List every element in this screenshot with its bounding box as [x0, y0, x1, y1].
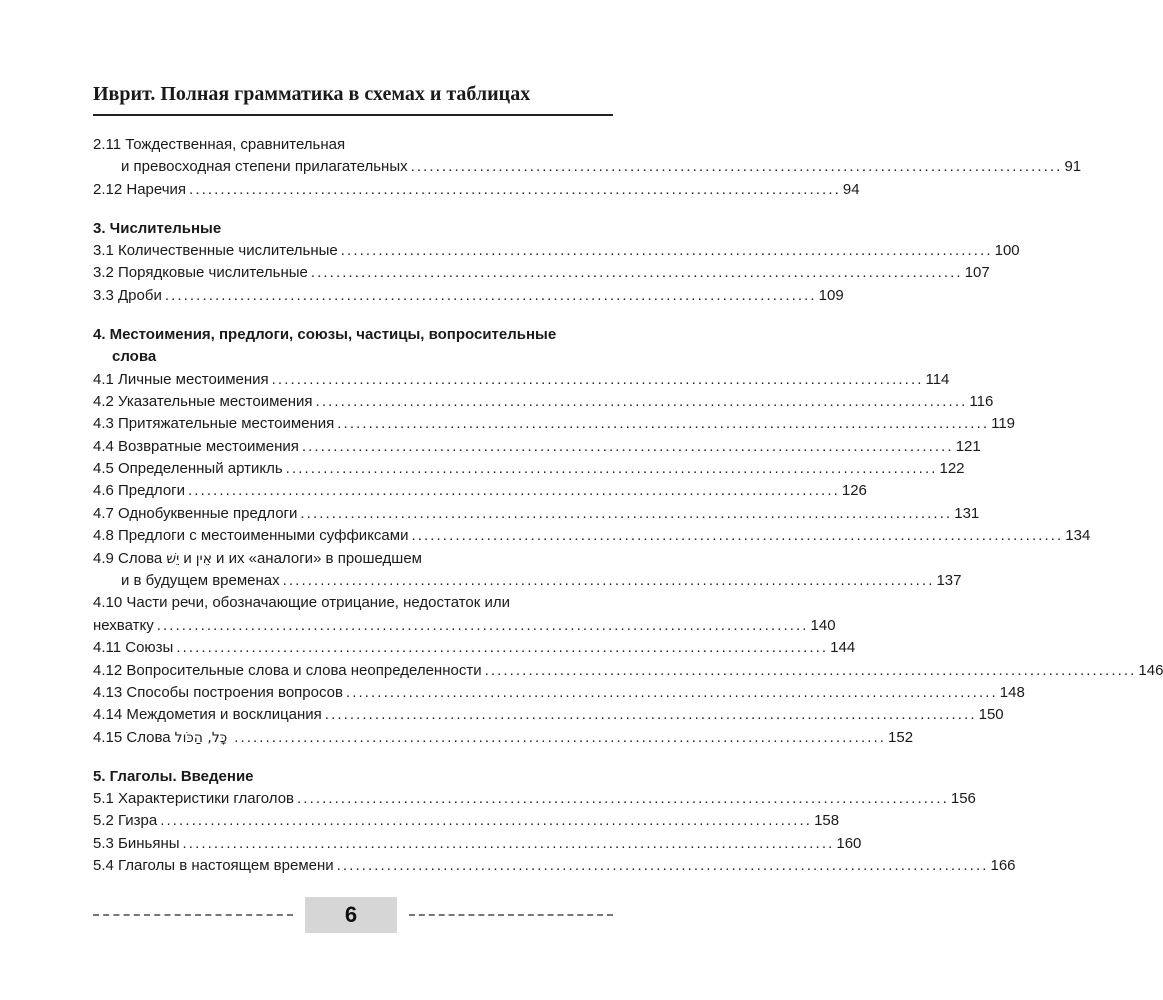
dot-leader: ........................................................................................................	[484, 661, 1137, 679]
toc-entry-3-3[interactable]	[93, 285, 844, 307]
toc-entry-title: 4.8 Предлоги с местоименными суффиксами	[93, 527, 409, 545]
toc-page-number: 134	[1065, 527, 1091, 545]
dot-leader: ........................................................................................................	[282, 572, 935, 590]
toc-entry-4-9-line1	[93, 548, 613, 570]
toc-entry-title: и в будущем временах	[121, 572, 280, 590]
toc-page-number: 156	[950, 790, 976, 808]
toc-entry-4-15[interactable]	[93, 727, 914, 749]
toc-page-number: 158	[814, 812, 840, 830]
toc-entry-4-11[interactable]	[93, 637, 856, 659]
toc-entry-4-9[interactable]	[93, 570, 962, 592]
dot-leader: ........................................................................................................	[340, 242, 993, 260]
toc-entry-5-4[interactable]	[93, 855, 1016, 877]
toc-page-number: 107	[964, 264, 990, 282]
toc-entry-title: 4.3 Притяжательные местоимения	[93, 415, 335, 433]
toc-entry-title: 4.6 Предлоги	[93, 482, 186, 500]
hebrew-word: יֵשׁ	[166, 550, 180, 567]
dot-leader: ........................................................................................................	[182, 834, 835, 852]
toc-page-number: 109	[818, 286, 844, 304]
toc-entry-2-11-line1: 2.11 Тождественная, сравнительная	[93, 136, 346, 153]
dot-leader: ........................................................................................................	[336, 857, 989, 875]
toc-entry-5-2[interactable]	[93, 810, 840, 832]
toc-entry-5-3[interactable]	[93, 833, 862, 855]
toc-page-number: 160	[836, 834, 862, 852]
page-footer	[93, 897, 613, 933]
dot-leader: ........................................................................................................	[176, 639, 829, 657]
toc-entry-4-1[interactable]	[93, 369, 950, 391]
dot-leader: ........................................................................................................	[324, 706, 977, 724]
footer-dashed-rule-left	[93, 914, 293, 916]
running-header: Иврит. Полная грамматика в схемах и таблицах	[93, 83, 531, 105]
toc-entry-title: 2.12 Наречия	[93, 180, 187, 198]
page-number-box: 6	[305, 897, 397, 933]
toc-page-number: 116	[969, 392, 994, 410]
toc-page-number: 131	[954, 504, 980, 522]
dot-leader: ........................................................................................................	[310, 264, 963, 282]
hebrew-word: אֵין	[195, 550, 213, 567]
toc-entry-4-13[interactable]	[93, 682, 1025, 704]
toc-entry-title-suffix: и их «аналоги» в прошедшем	[216, 549, 422, 567]
hebrew-word: כָּל, הַכֹּול	[174, 729, 228, 746]
toc-entry-2-12[interactable]	[93, 179, 860, 201]
toc-page-number: 152	[888, 728, 914, 746]
toc-entry-title: 4.11 Союзы	[93, 639, 174, 657]
toc-entry-4-6[interactable]	[93, 480, 867, 502]
toc-entry-title: 4.1 Личные местоимения	[93, 370, 269, 388]
toc-entry-4-14[interactable]	[93, 704, 1004, 726]
dot-leader: ........................................................................................................	[345, 683, 998, 701]
toc-page-number: 119	[991, 415, 1016, 433]
footer-dashed-rule-right	[409, 914, 613, 916]
dot-leader: ........................................................................................................	[156, 616, 809, 634]
section-heading-5: 5. Глаголы. Введение	[93, 767, 254, 785]
toc-entry-title-text: 4.15 Слова	[93, 728, 171, 746]
toc-entry-4-2[interactable]	[93, 391, 994, 413]
dot-leader: ........................................................................................................	[285, 460, 938, 478]
toc-page-number: 94	[842, 180, 860, 198]
toc-page-number: 150	[978, 706, 1004, 724]
dot-leader: ........................................................................................................	[300, 504, 953, 522]
dot-leader: ........................................................................................................	[234, 728, 887, 746]
dot-leader: ........................................................................................................	[271, 370, 924, 388]
toc-page-number: 100	[994, 242, 1020, 260]
toc-entry-5-1[interactable]	[93, 788, 976, 810]
header-rule	[93, 114, 613, 116]
toc-entry-title: 3.1 Количественные числительные	[93, 242, 338, 260]
toc-entry-title: 4.9 Слова	[93, 549, 163, 567]
toc-entry-4-12[interactable]	[93, 660, 1163, 682]
dot-leader: ........................................................................................................	[164, 286, 817, 304]
toc-entry-title: 5.3 Биньяны	[93, 834, 180, 852]
toc-entry-title	[93, 727, 231, 749]
dot-leader: ........................................................................................................	[301, 437, 954, 455]
toc-entry-title: 4.13 Способы построения вопросов	[93, 683, 343, 701]
toc-entry-4-3[interactable]	[93, 413, 1016, 435]
dot-leader: ........................................................................................................	[189, 180, 841, 198]
toc-entry-4-10[interactable]	[93, 615, 836, 637]
toc-entry-4-4[interactable]	[93, 436, 981, 458]
section-heading-3: 3. Числительные	[93, 219, 222, 237]
toc-entry-title: 3.3 Дроби	[93, 286, 162, 304]
toc-entry-title: 4.12 Вопросительные слова и слова неопределенности	[93, 661, 482, 679]
toc-entry-title: 5.4 Глаголы в настоящем времени	[93, 857, 334, 875]
dot-leader: ........................................................................................................	[410, 158, 1063, 176]
dot-leader: ........................................................................................................	[411, 527, 1064, 545]
toc-entry-title: 5.1 Характеристики глаголов	[93, 790, 295, 808]
toc-entry-2-11[interactable]	[93, 156, 1082, 178]
toc-page-number: 137	[936, 572, 962, 590]
toc-entry-3-1[interactable]	[93, 240, 1020, 262]
toc-entry-title: 4.2 Указательные местоимения	[93, 392, 313, 410]
dot-leader: ........................................................................................................	[315, 392, 968, 410]
toc-page-number: 166	[990, 857, 1016, 875]
toc-entry-4-10-line1: 4.10 Части речи, обозначающие отрицание, недостаток или	[93, 594, 511, 612]
toc-entry-title: 5.2 Гизра	[93, 812, 158, 830]
conjunction-text: и	[183, 549, 192, 567]
toc-page-number: 126	[841, 482, 867, 500]
toc-page-number: 146	[1138, 661, 1163, 679]
toc-page-number: 114	[925, 370, 950, 388]
toc-entry-title: 3.2 Порядковые числительные	[93, 264, 308, 282]
toc-entry-4-5[interactable]	[93, 458, 965, 480]
toc-entry-4-8[interactable]	[93, 525, 1091, 547]
toc-page-number: 140	[810, 616, 836, 634]
toc-page-number: 121	[955, 437, 981, 455]
toc-page-number: 148	[999, 683, 1025, 701]
dot-leader: ........................................................................................................	[337, 415, 990, 433]
toc-entry-title: 4.5 Определенный артикль	[93, 460, 283, 478]
toc-entry-title: 4.7 Однобуквенные предлоги	[93, 504, 298, 522]
toc-entry-title: и превосходная степени прилагательных	[121, 158, 408, 176]
dot-leader: ........................................................................................................	[297, 790, 949, 808]
toc-page-number: 144	[830, 639, 856, 657]
toc-entry-title: нехватку	[93, 616, 154, 634]
dot-leader: ........................................................................................................	[188, 482, 840, 500]
toc-page-number: 91	[1064, 158, 1082, 176]
section-heading-4-cont: слова	[112, 348, 157, 366]
toc-entry-3-2[interactable]	[93, 262, 990, 284]
toc-entry-title: 4.4 Возвратные местоимения	[93, 437, 299, 455]
toc-page-number: 122	[939, 460, 965, 478]
table-of-contents	[93, 134, 1163, 878]
toc-entry-title: 4.14 Междометия и восклицания	[93, 706, 322, 724]
toc-entry-4-7[interactable]	[93, 503, 980, 525]
dot-leader: ........................................................................................................	[160, 812, 813, 830]
section-heading-4: 4. Местоимения, предлоги, союзы, частицы, вопросительные	[93, 325, 557, 343]
